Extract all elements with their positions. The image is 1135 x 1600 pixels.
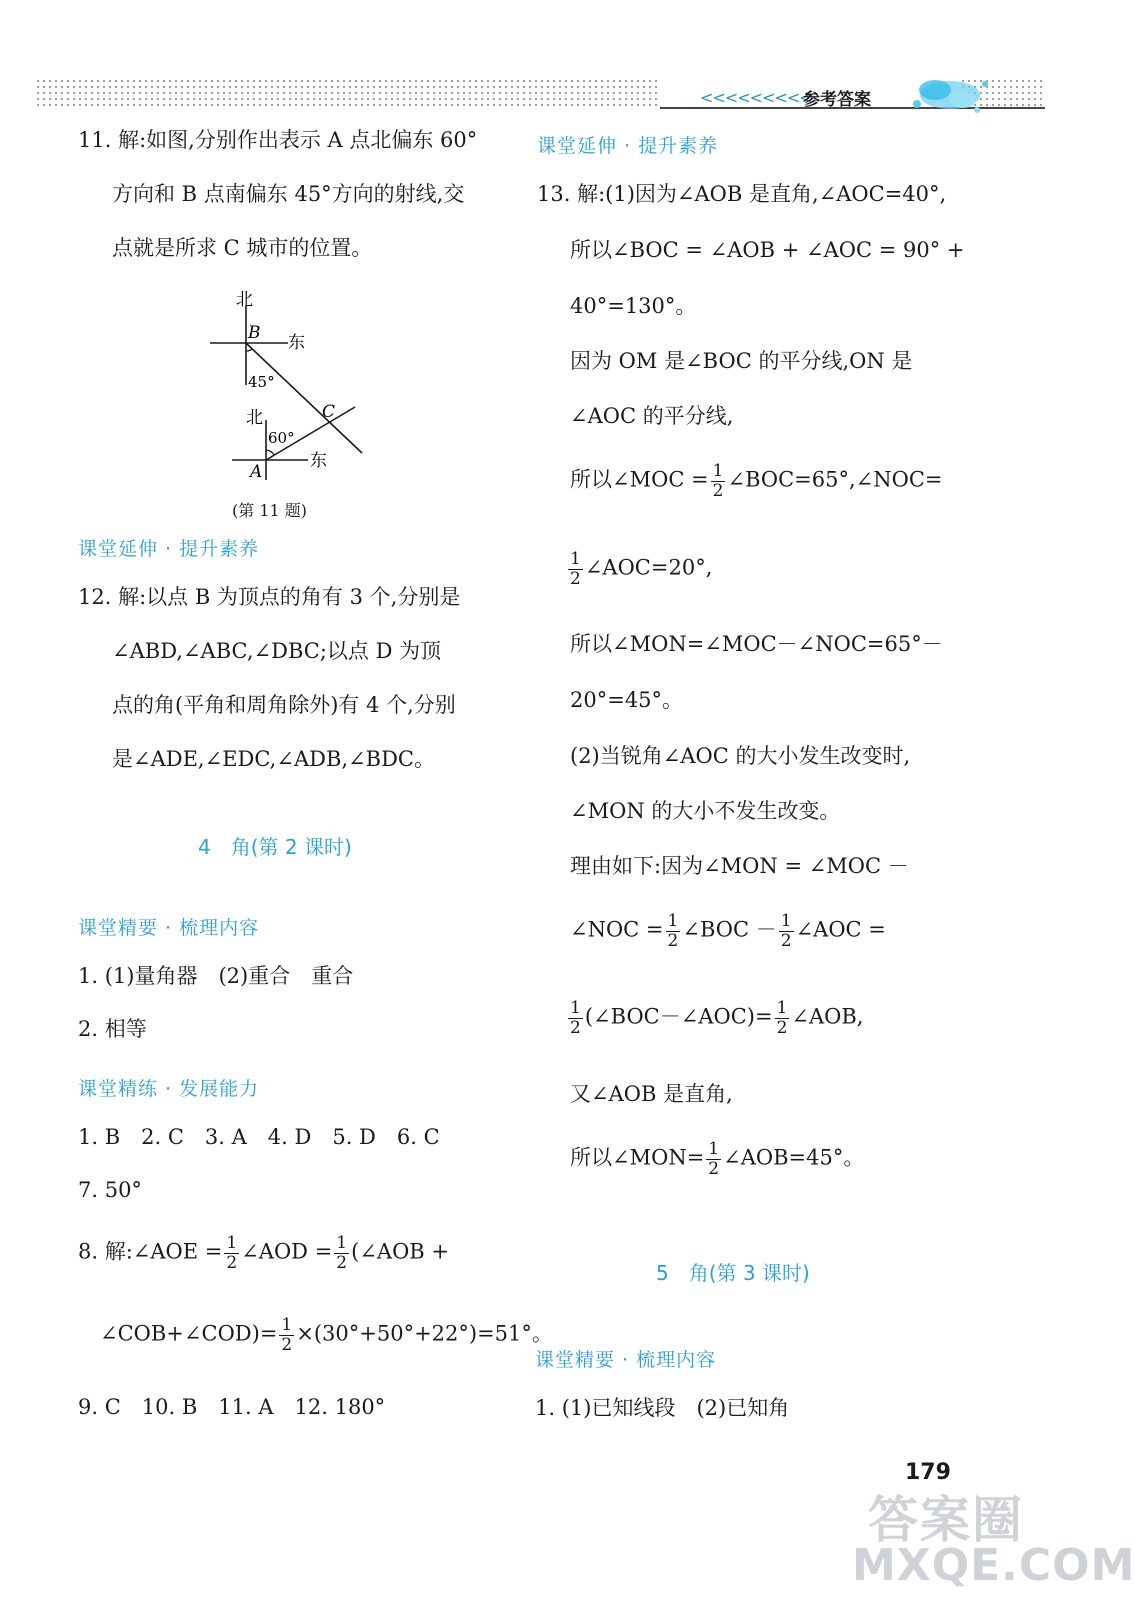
- r6-text-a: 所以∠MOC =: [570, 467, 709, 492]
- q11-line3: 点就是所求 C 城市的位置。: [112, 236, 373, 260]
- r13-text-a: ∠NOC =: [570, 917, 664, 942]
- q13-line15: 又∠AOB 是直角,: [570, 1082, 733, 1106]
- fraction-half: [711, 462, 726, 500]
- fig-east-2: 东: [310, 451, 327, 471]
- q13-line14: [566, 999, 863, 1037]
- fraction-denominator: 2: [336, 1252, 348, 1273]
- fraction-half: [666, 912, 681, 950]
- q12-line2: ∠ABD,∠ABC,∠DBC;以点 D 为顶: [112, 639, 442, 663]
- fraction-numerator: 1: [570, 549, 581, 569]
- answers-9-12: 9. C 10. B 11. A 12. 180°: [78, 1395, 386, 1419]
- fraction-numerator: 1: [708, 1139, 720, 1159]
- answer-7: 7. 50°: [78, 1178, 142, 1202]
- header-title: 参考答案: [803, 90, 871, 110]
- fig-label-a: A: [250, 462, 263, 482]
- answers-1-6: 1. B 2. C 3. A 4. D 5. D 6. C: [78, 1125, 440, 1149]
- angle-60-arc: [266, 450, 274, 455]
- r13-text-c: ∠AOC =: [795, 917, 886, 942]
- fig-angle-60: 60°: [268, 429, 295, 447]
- fig-label-c: C: [322, 402, 336, 422]
- q13-line3: 40°=130°。: [570, 294, 697, 318]
- q13-line9: 20°=45°。: [570, 688, 684, 712]
- r13-text-b: ∠BOC －: [682, 917, 777, 942]
- fraction-half: [779, 912, 794, 950]
- fraction-denominator: 2: [570, 1017, 581, 1038]
- q13-line11: ∠MON 的大小不发生改变。: [570, 799, 841, 823]
- q8-text-e: ×(30°+50°+22°)=51°。: [296, 1321, 553, 1346]
- q8-line1: [78, 1234, 449, 1272]
- answer-1-right: 1. (1)已知线段 (2)已知角: [535, 1396, 790, 1420]
- fraction-numerator: 1: [570, 998, 581, 1018]
- r7-text: ∠AOC=20°,: [584, 555, 713, 580]
- figure-caption: (第 11 题): [232, 501, 308, 520]
- chapter-title-5: 5 角(第 3 课时): [656, 1261, 810, 1285]
- q13-line16: [570, 1140, 864, 1178]
- chapter-title-4: 4 角(第 2 课时): [198, 835, 352, 859]
- q12-line4: 是∠ADE,∠EDC,∠ADB,∠BDC。: [112, 747, 435, 771]
- fraction-numerator: 1: [281, 1315, 293, 1335]
- fraction-numerator: 1: [226, 1233, 238, 1253]
- q13-line12: 理由如下:因为∠MON = ∠MOC －: [570, 854, 909, 878]
- fig-north-1: 北: [236, 290, 253, 310]
- section-heading-essentials-right: 课堂精要 · 梳理内容: [535, 1349, 717, 1371]
- fraction-half: [568, 550, 583, 588]
- header-dot-pattern: [35, 78, 660, 108]
- page-number: 179: [905, 1460, 951, 1485]
- direction-figure: [200, 285, 370, 495]
- answer-1: 1. (1)量角器 (2)重合 重合: [78, 964, 354, 988]
- fraction-denominator: 2: [281, 1334, 293, 1355]
- r6-text-b: ∠BOC=65°,∠NOC=: [727, 467, 943, 492]
- fraction-denominator: 2: [712, 480, 724, 501]
- fraction-denominator: 2: [708, 1158, 720, 1179]
- section-heading-essentials: 课堂精要 · 梳理内容: [78, 917, 260, 939]
- q8-text-a: 8. 解:∠AOE =: [78, 1239, 223, 1264]
- fraction-numerator: 1: [780, 911, 792, 931]
- q13-line7: [566, 550, 712, 588]
- q13-line6: [570, 462, 943, 500]
- fraction-denominator: 2: [780, 930, 792, 951]
- q11-line1: 11. 解:如图,分别作出表示 A 点北偏东 60°: [78, 128, 478, 152]
- q12-line3: 点的角(平角和周角除外)有 4 个,分别: [112, 693, 456, 717]
- fraction-denominator: 2: [570, 568, 581, 589]
- fraction-denominator: 2: [226, 1252, 238, 1273]
- section-heading-extend: 课堂延伸 · 提升素养: [78, 538, 260, 560]
- q13-line1: 13. 解:(1)因为∠AOB 是直角,∠AOC=40°,: [537, 182, 947, 206]
- fraction-half: [706, 1140, 721, 1178]
- fraction-half: [279, 1316, 294, 1354]
- q8-text-d: ∠COB+∠COD)=: [100, 1321, 278, 1346]
- q13-line5: ∠AOC 的平分线,: [570, 404, 734, 428]
- fig-east-1: 东: [288, 333, 305, 353]
- fraction-half: [224, 1234, 239, 1272]
- section-heading-extend-right: 课堂延伸 · 提升素养: [537, 135, 719, 157]
- fig-angle-45: 45°: [248, 373, 275, 391]
- fraction-numerator: 1: [336, 1233, 348, 1253]
- fraction-half: [334, 1234, 349, 1272]
- fraction-denominator: 2: [667, 930, 679, 951]
- fig-north-2: 北: [246, 408, 263, 428]
- q13-line8: 所以∠MON=∠MOC－∠NOC=65°－: [570, 632, 943, 656]
- r16-text-a: 所以∠MON=: [570, 1145, 705, 1170]
- watermark-url: MXQE.COM: [852, 1540, 1135, 1591]
- fraction-numerator: 1: [776, 998, 788, 1018]
- q13-line2: 所以∠BOC = ∠AOB + ∠AOC = 90° +: [570, 238, 965, 262]
- q11-line2: 方向和 B 点南偏东 45°方向的射线,交: [112, 182, 465, 206]
- fig-label-b: B: [248, 323, 261, 343]
- q8-text-b: ∠AOD =: [241, 1239, 333, 1264]
- q13-line4: 因为 OM 是∠BOC 的平分线,ON 是: [570, 349, 913, 373]
- angle-45-arc: [246, 349, 252, 351]
- fraction-numerator: 1: [667, 911, 679, 931]
- r16-text-b: ∠AOB=45°。: [723, 1145, 865, 1170]
- fraction-half: [568, 999, 583, 1037]
- splash-decoration-icon: [905, 70, 995, 120]
- fraction-half: [775, 999, 790, 1037]
- watermark-text: 答案圈: [868, 1491, 1024, 1549]
- fraction-denominator: 2: [776, 1017, 788, 1038]
- q12-line1: 12. 解:以点 B 为顶点的角有 3 个,分别是: [78, 585, 461, 609]
- section-heading-practice: 课堂精练 · 发展能力: [78, 1078, 260, 1100]
- q8-text-c: (∠AOB +: [351, 1239, 449, 1264]
- header-arrows: <<<<<<<<<: [700, 88, 812, 107]
- q13-line13: [570, 912, 886, 950]
- q8-line2: [100, 1316, 553, 1354]
- r14-text-b: ∠AOB,: [791, 1004, 864, 1029]
- fraction-numerator: 1: [712, 461, 724, 481]
- r14-text-a: (∠BOC－∠AOC)=: [584, 1004, 773, 1029]
- q13-line10: (2)当锐角∠AOC 的大小发生改变时,: [570, 744, 911, 768]
- answer-2: 2. 相等: [78, 1017, 147, 1041]
